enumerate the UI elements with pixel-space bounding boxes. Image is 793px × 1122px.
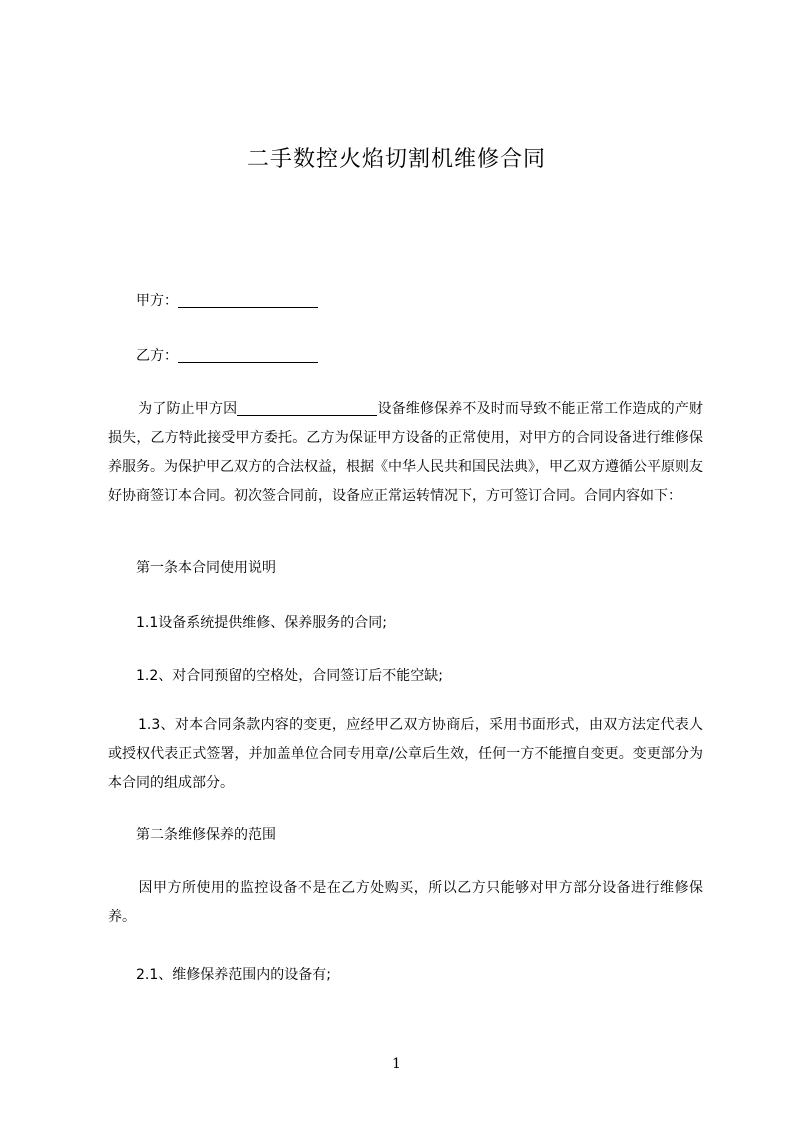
item-1-1: 1.1设备系统提供维修、保养服务的合同; xyxy=(136,615,387,631)
page-number: 1 xyxy=(392,1056,401,1072)
article-2-text: 因甲方所使用的监控设备不是在乙方处购买，所以乙方只能够对甲方部分设备进行维修保养。 xyxy=(108,880,703,925)
party-b-blank xyxy=(178,348,318,363)
party-a-line xyxy=(136,290,318,310)
equipment-blank-1 xyxy=(237,401,307,416)
intro-text-before: 为了防止甲方因 xyxy=(138,401,238,417)
party-b-label: 乙方： xyxy=(136,348,178,364)
party-b-line xyxy=(136,345,318,365)
document-title: 二手数控火焰切割机维修合同 xyxy=(246,147,546,172)
article-2-paragraph xyxy=(108,874,703,932)
intro-paragraph xyxy=(108,395,703,511)
equipment-blank-2 xyxy=(307,401,377,416)
article-2-title: 第二条维修保养的范围 xyxy=(136,827,276,843)
item-1-3-text: 1.3、对本合同条款内容的变更，应经甲乙双方协商后，采用书面形式，由双方法定代表人或授权代表正式签署，并加盖单位合同专用章/公章后生效，任何一方不能擅自变更。变更部分为本合同的组成部分。 xyxy=(108,717,703,791)
item-1-3-paragraph xyxy=(108,711,703,798)
party-a-blank xyxy=(178,293,318,308)
item-1-2: 1.2、对合同预留的空格处，合同签订后不能空缺; xyxy=(136,668,443,684)
intro-text-after: 设备维修保养不及时而导致不能正常工作造成的产财损失，乙方特此接受甲方委托。乙方为保证甲方设备的正常使用，对甲方的合同设备进行维修保养服务。为保护甲乙双方的合法权益，根据《中华人民共和国民法典》，甲乙双方遵循公平原则友好协商签订本合同。初次签合同前，设备应正常运转情况下，方可签订合同。合同内容如下： xyxy=(108,401,704,504)
item-2-1: 2.1、维修保养范围内的设备有; xyxy=(136,967,331,983)
party-a-label: 甲方： xyxy=(136,293,178,309)
article-1-title: 第一条本合同使用说明 xyxy=(136,560,276,576)
